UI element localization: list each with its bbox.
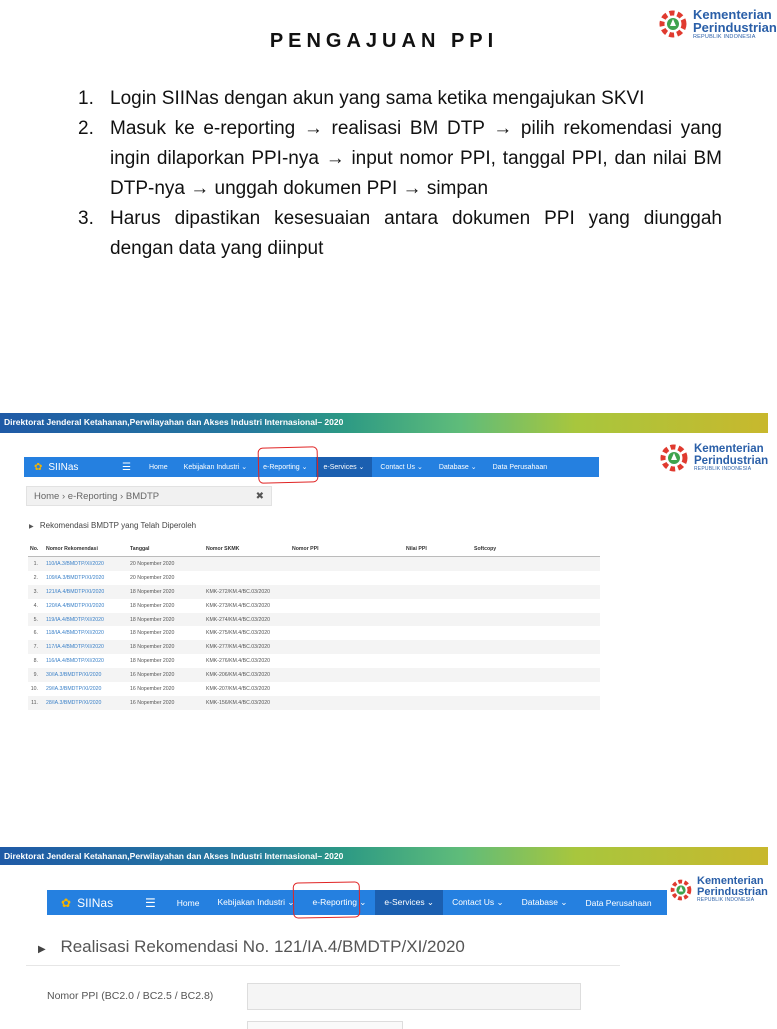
- kemenperin-logo: [668, 876, 768, 903]
- table-cell: KMK-207/KM.4/BC.03/2020: [206, 685, 271, 692]
- nav-contact-us[interactable]: Contact Us ⌄: [452, 897, 504, 907]
- nomor-ppi-input[interactable]: [247, 983, 581, 1010]
- rekomendasi-table: [28, 542, 600, 710]
- table-cell: [404, 640, 472, 654]
- header-banner: [0, 847, 768, 865]
- step-item: [78, 114, 722, 204]
- column-header: Nomor PPI: [290, 542, 404, 557]
- table-cell: 16 Nopember 2020: [128, 696, 204, 710]
- table-cell: KMK-273/KM.4/BC.03/2020: [206, 602, 271, 609]
- table-row: [28, 626, 600, 640]
- table-row: [28, 654, 600, 668]
- table-cell: KMK-272/KM.4/BC.03/2020: [204, 585, 290, 599]
- rekomendasi-link[interactable]: 28/IA.3/BMDTP/XI/2020: [44, 696, 128, 710]
- step-number: 2.: [78, 118, 94, 139]
- kemenperin-logo-icon: [656, 8, 690, 40]
- table-cell: [472, 654, 600, 668]
- table-cell: [404, 654, 472, 668]
- nav-e-services[interactable]: e-Services ⌄: [375, 890, 443, 915]
- brand-label: SIINas: [48, 461, 79, 473]
- table-cell: [404, 682, 472, 696]
- table-cell: [204, 571, 290, 585]
- table-row: [28, 585, 600, 599]
- table-cell: [472, 599, 600, 613]
- logo-line1: Kementerian: [697, 875, 764, 887]
- table-cell: 18 Nopember 2020: [128, 585, 204, 599]
- table-row: [28, 640, 600, 654]
- table-cell: [404, 696, 472, 710]
- table-cell: [290, 668, 404, 682]
- divider: [26, 965, 620, 966]
- table-cell: [404, 571, 472, 585]
- siinas-brand[interactable]: [34, 462, 122, 473]
- logo-line2: Perindustrian: [694, 454, 769, 467]
- table-cell: [472, 557, 600, 571]
- siinas-brand[interactable]: [61, 896, 145, 910]
- breadcrumb: [26, 486, 272, 506]
- table-cell: 11.: [28, 696, 44, 710]
- table-cell: [404, 557, 472, 571]
- kemenperin-logo: [656, 8, 777, 41]
- table-cell: [204, 557, 290, 571]
- column-header: Nomor SKMK: [204, 542, 290, 557]
- caret-right-icon: ▶: [38, 944, 46, 955]
- table-row: [28, 668, 600, 682]
- logo-line2: Perindustrian: [693, 20, 777, 35]
- rekomendasi-link[interactable]: 119/IA.4/BMDTP/XI/2020: [44, 613, 128, 627]
- table-cell: KMK-156/KM.4/BC.03/2020: [204, 696, 290, 710]
- table-cell: 2.: [33, 574, 38, 581]
- table-cell: 10.: [30, 685, 38, 692]
- brand-label: SIINas: [77, 895, 114, 910]
- rekomendasi-link[interactable]: 120/IA.4/BMDTP/XI/2020: [46, 602, 105, 609]
- screenshot-bmdtp-list: [0, 413, 768, 723]
- tanggal-ppi-input[interactable]: [247, 1021, 403, 1029]
- nav-e-reporting[interactable]: e-Reporting ⌄: [263, 464, 308, 471]
- table-row: [28, 682, 600, 696]
- table-row: [28, 557, 600, 571]
- kemenperin-logo-icon: [657, 442, 691, 474]
- page-title: PENGAJUAN PPI: [269, 30, 499, 52]
- rekomendasi-link[interactable]: 110/IA.3/BMDTP/XI/2020: [44, 557, 128, 571]
- table-cell: [472, 585, 600, 599]
- table-cell: [404, 585, 472, 599]
- table-row: [28, 696, 600, 710]
- nav-data-perusahaan[interactable]: Data Perusahaan: [585, 897, 652, 908]
- table-cell: [404, 626, 472, 640]
- table-cell: [472, 613, 600, 627]
- section-title: [29, 521, 196, 530]
- table-cell: 4.: [33, 602, 38, 609]
- column-header: Tanggal: [128, 542, 204, 557]
- column-header: Softcopy: [472, 542, 600, 557]
- table-cell: [472, 682, 600, 696]
- column-header: No.: [28, 542, 44, 557]
- close-icon[interactable]: ✖: [255, 490, 264, 502]
- table-cell: [472, 626, 600, 640]
- nav-kebijakan-industri[interactable]: Kebijakan Industri ⌄: [217, 897, 295, 907]
- table-header-row: [28, 542, 600, 557]
- rekomendasi-link[interactable]: 117/IA.4/BMDTP/XI/2020: [44, 640, 128, 654]
- table-cell: 1.: [28, 557, 44, 571]
- step-text: Harus dipastikan kesesuaian antara dokumen PPI yang diunggah dengan data yang diinput: [110, 208, 722, 259]
- table-cell: [290, 626, 404, 640]
- table-cell: [472, 696, 600, 710]
- banner-text: Direktorat Jenderal Ketahanan,Perwilayahan dan Akses Industri Internasional– 2020: [4, 851, 344, 861]
- nav-database[interactable]: Database ⌄: [438, 464, 477, 471]
- nav-home[interactable]: Home: [176, 897, 200, 908]
- nav-e-services[interactable]: e-Services ⌄: [316, 457, 373, 477]
- table-cell: 18 Nopember 2020: [128, 640, 204, 654]
- step-item: [78, 84, 722, 114]
- table-cell: [404, 613, 472, 627]
- screenshot-realisasi-form: [0, 847, 768, 1024]
- nav-home[interactable]: Home: [148, 463, 168, 471]
- logo-line3: REPUBLIK INDONESIA: [697, 897, 755, 903]
- e-reporting-highlight: [258, 446, 319, 484]
- table-cell: [290, 571, 404, 585]
- step-item: [78, 204, 722, 264]
- table-cell: [404, 668, 472, 682]
- table-cell: 18 Nopember 2020: [130, 630, 175, 637]
- rekomendasi-link[interactable]: 121/IA.4/BMDTP/XI/2020: [44, 585, 128, 599]
- logo-line3: REPUBLIK INDONESIA: [694, 466, 752, 472]
- nav-kebijakan-industri[interactable]: Kebijakan Industri ⌄: [183, 464, 248, 471]
- table-cell: [290, 557, 404, 571]
- table-cell: [404, 599, 472, 613]
- gear-leaf-icon: ✿: [61, 895, 72, 910]
- nav-contact-us[interactable]: Contact Us ⌄: [380, 464, 423, 471]
- caret-right-icon: ▶: [29, 524, 34, 530]
- table-cell: 18 Nopember 2020: [130, 658, 175, 665]
- table-row: [28, 599, 600, 613]
- table-cell: [290, 613, 404, 627]
- kemenperin-logo-icon: [668, 877, 694, 903]
- table-cell: [290, 654, 404, 668]
- column-header: Nilai PPI: [404, 542, 472, 557]
- menu-icon[interactable]: ☰: [145, 895, 156, 910]
- table-cell: 18 Nopember 2020: [130, 602, 175, 609]
- step-text: Masuk ke e-reporting → realisasi BM DTP → pilih rekomendasi yang ingin dilaporkan PPI-nya → input nomor PPI, tanggal PPI, dan nilai BM DTP-nya → unggah dokumen PPI → simpan: [110, 118, 722, 199]
- table-cell: 9.: [28, 668, 44, 682]
- breadcrumb-text[interactable]: Home › e-Reporting › BMDTP: [34, 490, 160, 502]
- table-cell: KMK-277/KM.4/BC.03/2020: [204, 640, 290, 654]
- table-cell: KMK-206/KM.4/BC.03/2020: [204, 668, 290, 682]
- step-number: 1.: [78, 88, 94, 109]
- table-cell: KMK-274/KM.4/BC.03/2020: [204, 613, 290, 627]
- table-cell: [472, 571, 600, 585]
- rekomendasi-link[interactable]: 116/IA.4/BMDTP/XI/2020: [46, 658, 104, 665]
- table-cell: [290, 696, 404, 710]
- step-number: 3.: [78, 208, 94, 229]
- section-title: [38, 937, 465, 957]
- rekomendasi-link[interactable]: 30/IA.3/BMDTP/XI/2020: [44, 668, 128, 682]
- table-cell: 8.: [33, 658, 38, 665]
- banner-text: Direktorat Jenderal Ketahanan,Perwilayahan dan Akses Industri Internasional– 2020: [4, 417, 344, 427]
- gear-leaf-icon: ✿: [34, 461, 43, 473]
- table-cell: [472, 640, 600, 654]
- table-cell: 16 Nopember 2020: [128, 668, 204, 682]
- table-cell: [290, 585, 404, 599]
- table-cell: 18 Nopember 2020: [128, 613, 204, 627]
- nomor-ppi-label: Nomor PPI (BC2.0 / BC2.5 / BC2.8): [47, 990, 214, 1002]
- logo-line3: REPUBLIK INDONESIA: [693, 34, 756, 40]
- table-cell: 6.: [33, 630, 38, 637]
- table-cell: KMK-276/KM.4/BC.03/2020: [206, 658, 271, 665]
- table-cell: 3.: [28, 585, 44, 599]
- table-cell: KMK-275/KM.4/BC.03/2020: [206, 630, 271, 637]
- table-cell: [290, 640, 404, 654]
- table-cell: 20 Nopember 2020: [128, 557, 204, 571]
- menu-icon[interactable]: ☰: [122, 461, 131, 473]
- section-title-text: Realisasi Rekomendasi No. 121/IA.4/BMDTP/XI/2020: [60, 937, 465, 956]
- section-title-text: Rekomendasi BMDTP yang Telah Diperoleh: [39, 521, 197, 530]
- steps-list: [78, 84, 722, 264]
- kemenperin-logo: [657, 442, 768, 474]
- nav-data-perusahaan[interactable]: Data Perusahaan: [492, 463, 548, 471]
- table-cell: 16 Nopember 2020: [130, 685, 175, 692]
- step-text: Login SIINas dengan akun yang sama ketika mengajukan SKVI: [110, 88, 645, 109]
- rekomendasi-link[interactable]: 109/IA.3/BMDTP/XI/2020: [46, 574, 105, 581]
- table-cell: [472, 668, 600, 682]
- rekomendasi-link[interactable]: 118/IA.4/BMDTP/XI/2020: [46, 630, 104, 637]
- table-cell: 7.: [28, 640, 44, 654]
- table-cell: 5.: [28, 613, 44, 627]
- e-reporting-highlight: [293, 881, 361, 918]
- column-header: Nomor Rekomendasi: [44, 542, 128, 557]
- logo-line1: Kementerian: [693, 7, 772, 22]
- nav-e-reporting[interactable]: e-Reporting ⌄: [312, 897, 367, 907]
- nav-database[interactable]: Database ⌄: [521, 897, 568, 907]
- logo-line1: Kementerian: [694, 443, 764, 455]
- table-cell: [290, 682, 404, 696]
- table-row: [28, 571, 600, 585]
- logo-line2: Perindustrian: [697, 886, 768, 898]
- table-row: [28, 613, 600, 627]
- rekomendasi-link[interactable]: 29/IA.3/BMDTP/XI/2020: [46, 685, 102, 692]
- table-cell: 20 Nopember 2020: [130, 574, 175, 581]
- table-cell: [290, 599, 404, 613]
- header-banner: [0, 413, 768, 433]
